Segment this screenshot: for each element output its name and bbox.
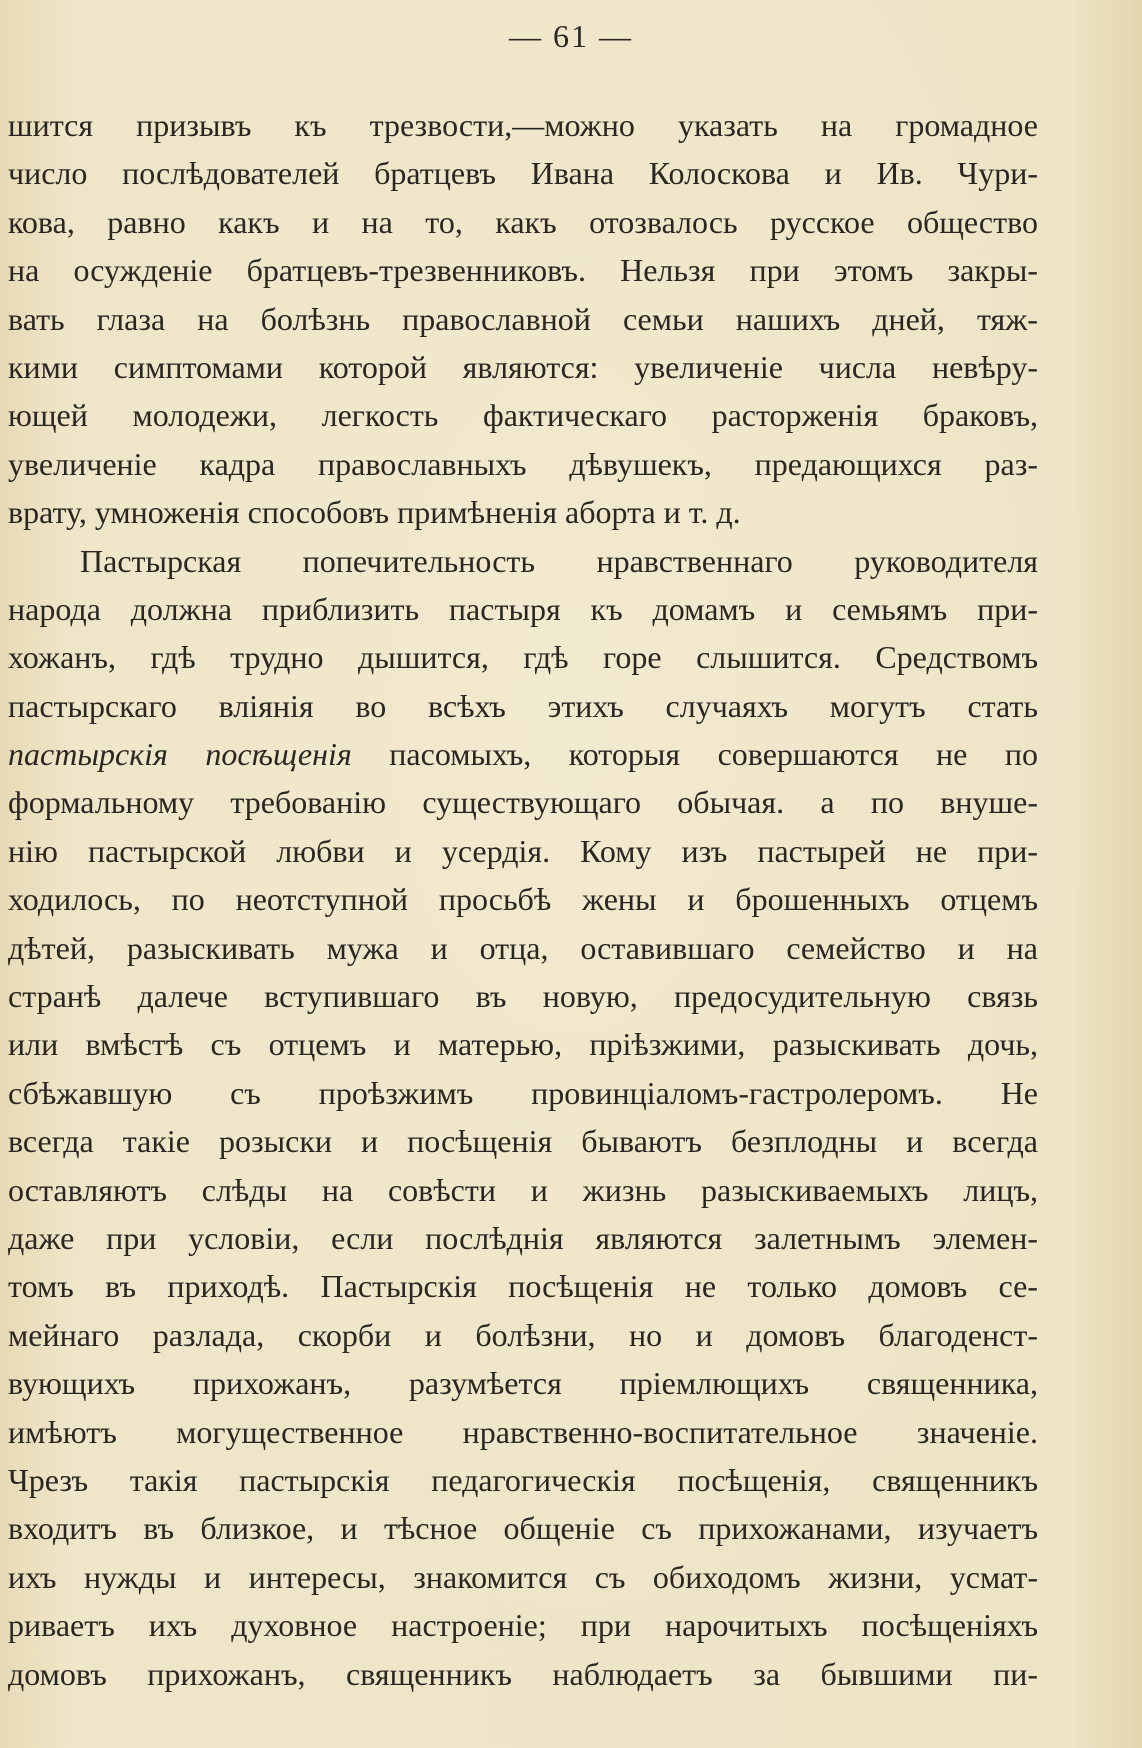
text-line <box>8 246 1038 294</box>
text-line <box>8 1166 1038 1214</box>
text-run: народа должна приблизить пастыря къ домамъ и семьямъ при- <box>8 590 1038 627</box>
text-line <box>8 1069 1038 1117</box>
text-run: входитъ въ близкое, и тѣсное общеніе съ прихожанами, изучаетъ <box>8 1510 1038 1547</box>
text-line <box>8 1650 1038 1698</box>
body-text <box>8 101 1038 1698</box>
text-line <box>8 585 1038 633</box>
text-line <box>8 295 1038 343</box>
italic-phrase: пастырскія посѣщенія <box>8 736 352 773</box>
text-line <box>8 198 1038 246</box>
text-line <box>8 778 1038 826</box>
text-run: формальному требованію существующаго обычая. а по внуше- <box>8 784 1038 821</box>
text-line <box>8 1214 1038 1262</box>
text-line <box>8 972 1038 1020</box>
text-run: вать глаза на болѣзнь православной семьи нашихъ дней, тяж- <box>8 300 1038 337</box>
text-run: Чрезъ такія пастырскія педагогическія посѣщенія, священникъ <box>8 1461 1038 1498</box>
paragraph <box>8 537 1038 1698</box>
text-line <box>8 875 1038 923</box>
text-run: дѣтей, разыскивать мужа и отца, оставившаго семейство и на <box>8 929 1038 966</box>
text-run: риваетъ ихъ духовное настроеніе; при нарочитыхъ посѣщеніяхъ <box>8 1607 1038 1644</box>
text-line <box>8 149 1038 197</box>
text-line <box>8 391 1038 439</box>
text-line <box>8 682 1038 730</box>
text-run: врату, умноженія способовъ примѣненія аборта и т. д. <box>8 494 741 531</box>
page-number: — 61 — <box>509 18 633 54</box>
text-run: нію пастырской любви и усердія. Кому изъ пастырей не при- <box>8 832 1038 869</box>
text-run: шится призывъ къ трезвости,—можно указать на громадное <box>8 107 1038 143</box>
text-line <box>8 343 1038 391</box>
text-line <box>8 488 1038 536</box>
text-line <box>8 1117 1038 1165</box>
text-run: ющей молодежи, легкость фактическаго расторженія браковъ, <box>8 397 1038 434</box>
text-run: кова, равно какъ и на то, какъ отозвалось русское общество <box>8 203 1038 240</box>
text-run: оставляютъ слѣды на совѣсти и жизнь разыскиваемыхъ лицъ, <box>8 1171 1038 1208</box>
text-run: число послѣдователей братцевъ Ивана Колоскова и Ив. Чури- <box>8 155 1038 192</box>
text-run: или вмѣстѣ съ отцемъ и матерью, пріѣзжими, разыскивать дочь, <box>8 1026 1038 1063</box>
text-run: ходилось, по неотступной просьбѣ жены и брошенныхъ отцемъ <box>8 881 1038 918</box>
text-line <box>8 1262 1038 1310</box>
text-line <box>8 1504 1038 1552</box>
text-run: вующихъ прихожанъ, разумѣется пріемлющихъ священника, <box>8 1365 1038 1402</box>
text-line <box>8 440 1038 488</box>
text-line <box>8 827 1038 875</box>
text-run: странѣ далече вступившаго въ новую, предосудительную связь <box>8 978 1038 1015</box>
text-line <box>8 730 1038 778</box>
text-run: кими симптомами которой являются: увеличеніе числа невѣру- <box>8 348 1038 385</box>
text-run: мейнаго разлада, скорби и болѣзни, но и домовъ благоденст- <box>8 1316 1038 1353</box>
text-run: даже при условіи, если послѣднія являются залетнымъ элемен- <box>8 1219 1038 1256</box>
text-line <box>8 1601 1038 1649</box>
text-run: сбѣжавшую съ проѣзжимъ провинціаломъ-гастролеромъ. Не <box>8 1074 1038 1111</box>
text-run: хожанъ, гдѣ трудно дышится, гдѣ горе слышится. Средствомъ <box>8 639 1038 676</box>
text-line <box>8 101 1038 149</box>
text-line <box>8 1553 1038 1601</box>
text-run: Пастырская попечительность нравственнаго руководителя <box>80 542 1038 579</box>
text-line <box>8 1359 1038 1407</box>
text-run: томъ въ приходѣ. Пастырскія посѣщенія не только домовъ се- <box>8 1268 1038 1305</box>
text-run: на осужденіе братцевъ-трезвенниковъ. Нельзя при этомъ закры- <box>8 252 1038 289</box>
text-run: пасомыхъ, которыя совершаются не по <box>351 736 1038 773</box>
text-line <box>8 1408 1038 1456</box>
paragraph <box>8 101 1038 537</box>
text-run: ихъ нужды и интересы, знакомится съ обиходомъ жизни, усмат- <box>8 1558 1038 1595</box>
text-line <box>8 1456 1038 1504</box>
text-line <box>8 633 1038 681</box>
text-line <box>8 1311 1038 1359</box>
text-line <box>8 1020 1038 1068</box>
text-run: пастырскаго вліянія во всѣхъ этихъ случаяхъ могутъ стать <box>8 687 1038 724</box>
text-line <box>8 924 1038 972</box>
text-run: домовъ прихожанъ, священникъ наблюдаетъ за бывшими пи- <box>8 1655 1038 1692</box>
text-run: всегда такіе розыски и посѣщенія бываютъ безплодны и всегда <box>8 1123 1038 1160</box>
text-run: имѣютъ могущественное нравственно-воспитательное значеніе. <box>8 1413 1038 1450</box>
text-line <box>8 537 1038 585</box>
text-run: увеличеніе кадра православныхъ дѣвушекъ, предающихся раз- <box>8 445 1038 482</box>
